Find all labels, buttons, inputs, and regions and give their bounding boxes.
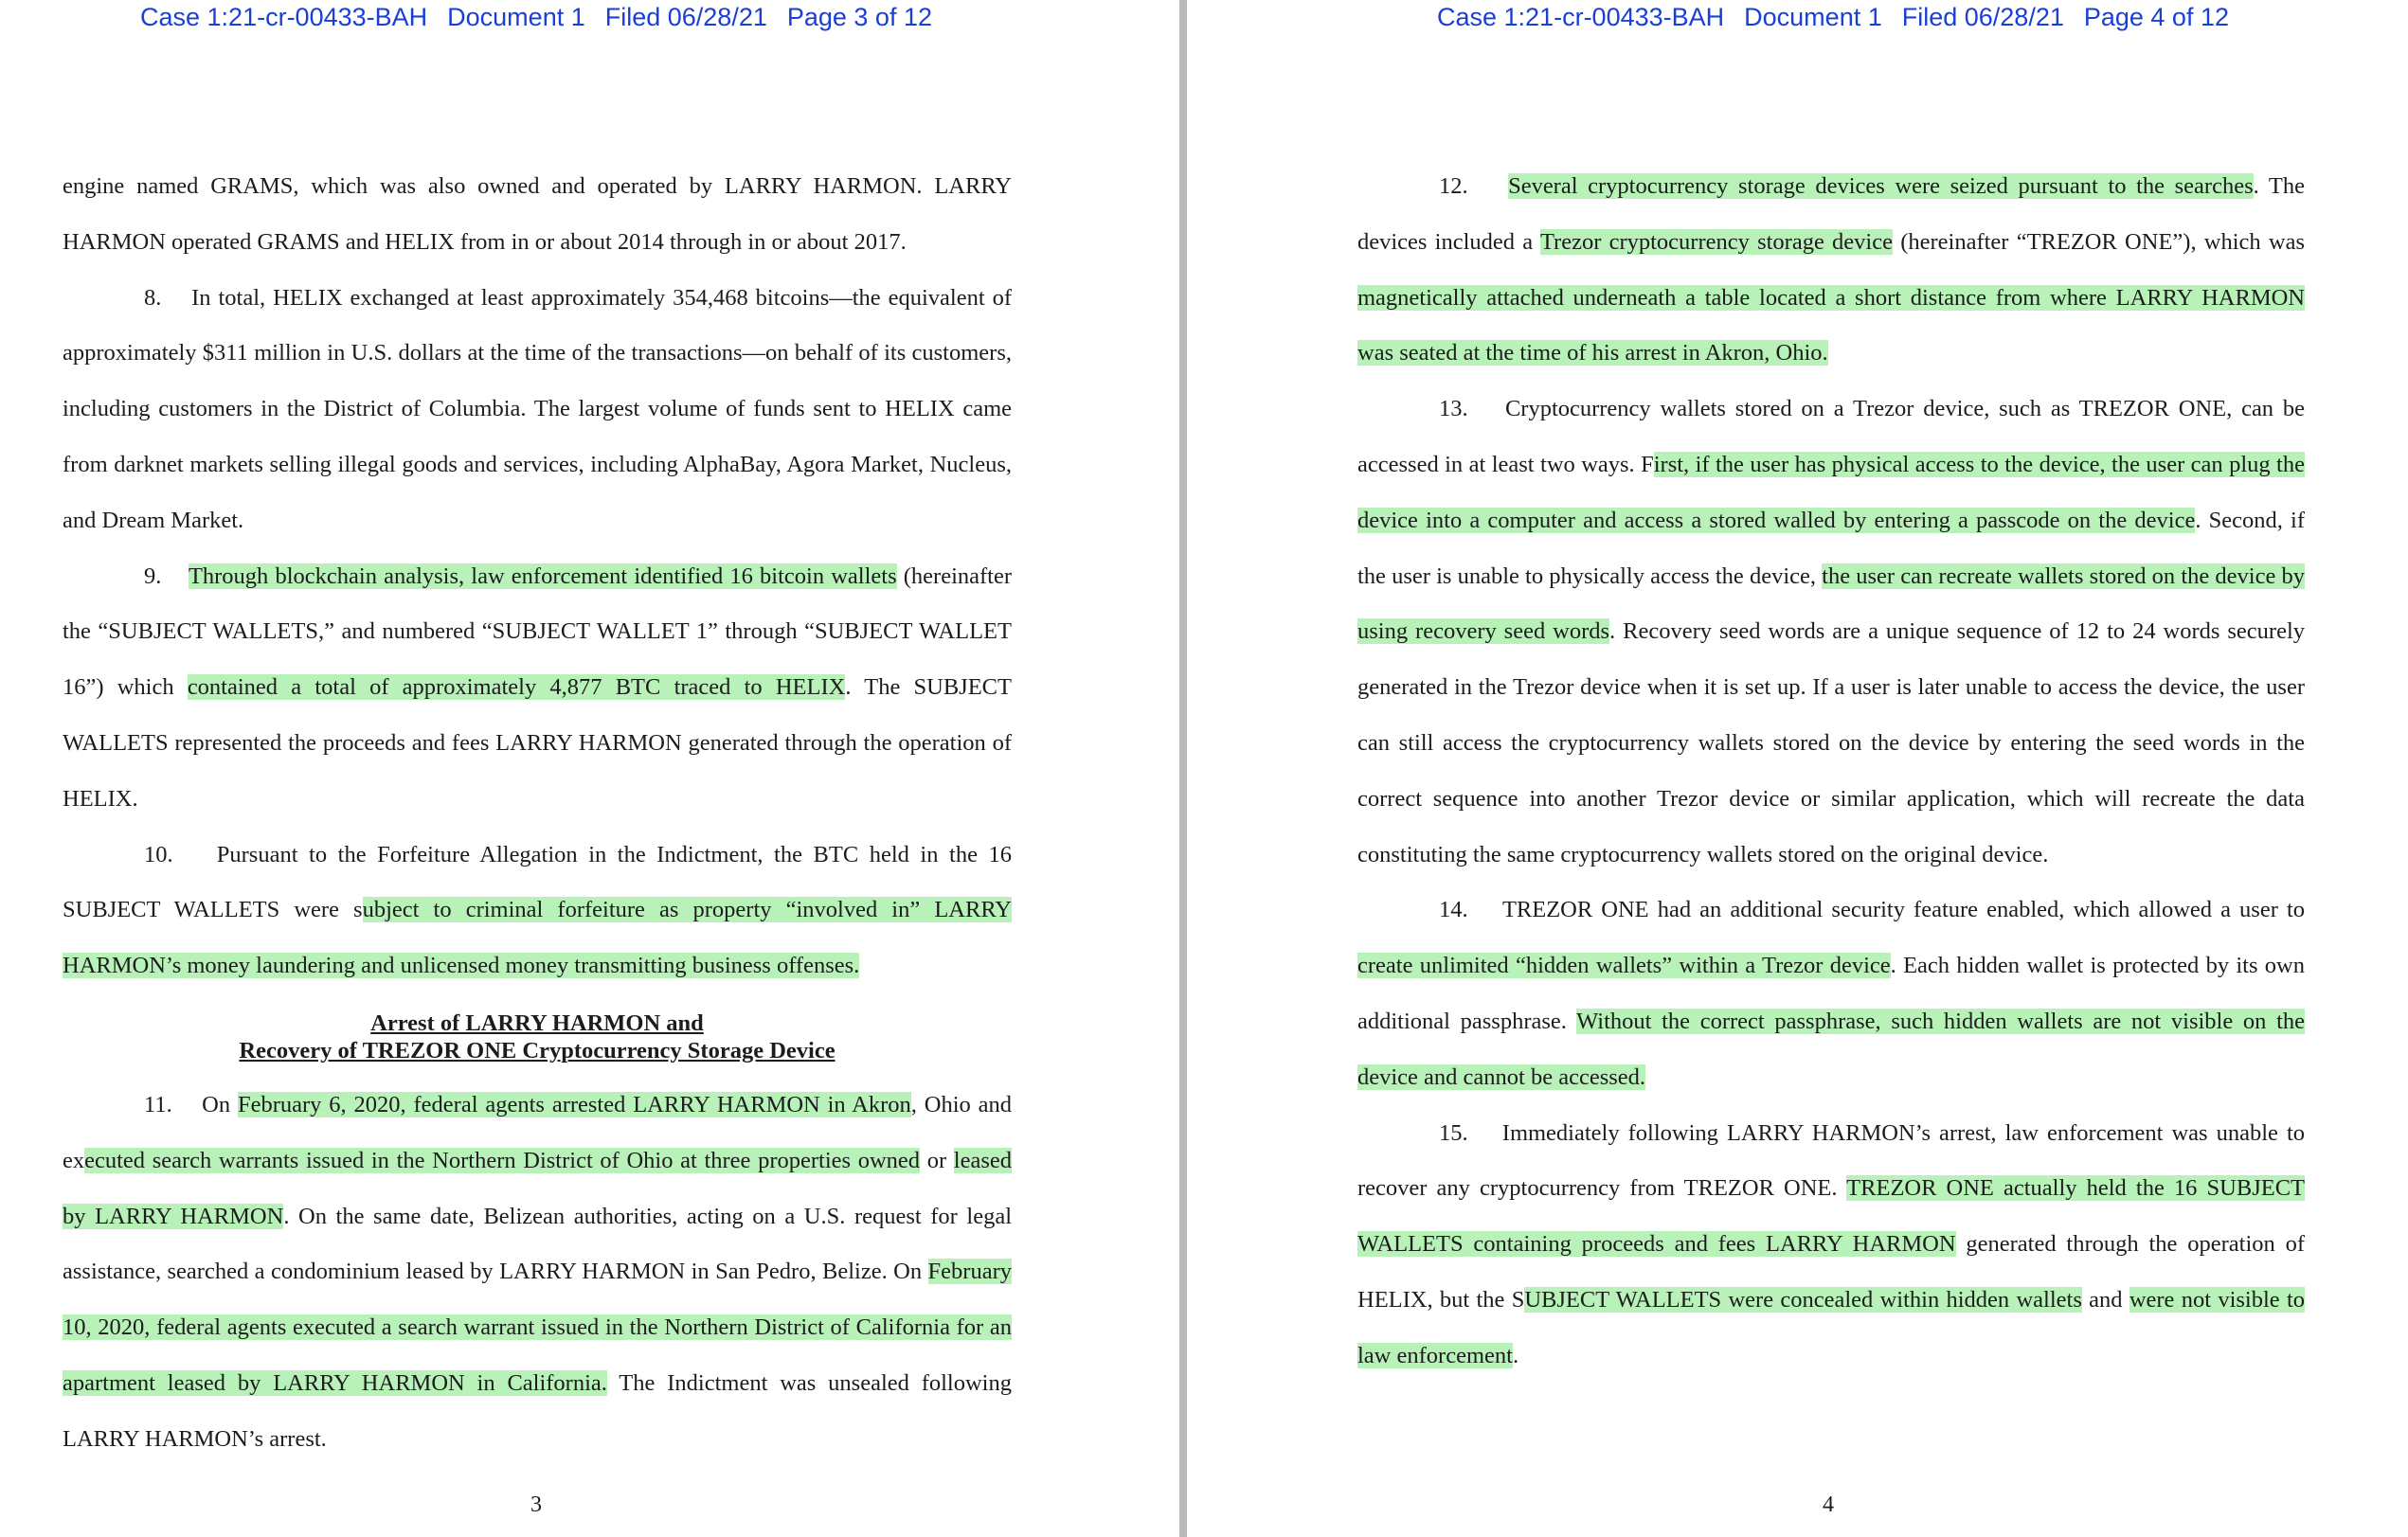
paragraph-number: 15. xyxy=(1439,1119,1468,1146)
highlighted-text: February 6, 2020, federal agents arrested LARRY HARMON in Akron xyxy=(237,1091,911,1117)
paragraph-number: 11. xyxy=(144,1091,172,1117)
section-heading xyxy=(63,994,1012,1078)
paragraph-text: . Each hidden wallet is protected by its own additional passphrase. xyxy=(1357,953,2305,1034)
highlighted-text: irst, if the user has physical access to the device, the user can plug the device into a computer and access a stored walled by entering a passcode on the device xyxy=(1357,451,2305,533)
document-number: Document 1 xyxy=(1744,3,1882,31)
paragraph-text: . The SUBJECT WALLETS represented the proceeds and fees LARRY HARMON generated through the operation of HELIX. xyxy=(63,674,1012,812)
paragraph-text: , Ohio and ex xyxy=(63,1091,1013,1173)
paragraph-number: 13. xyxy=(1439,396,1468,422)
page-number: 4 xyxy=(1823,1492,1834,1517)
paragraph-text: The Indictment was unsealed following LARRY HARMON’s arrest. xyxy=(63,1369,1012,1452)
document-page-right xyxy=(1187,0,2408,1537)
paragraph-text: (hereinafter “TREZOR ONE”), which was xyxy=(1893,228,2305,255)
paragraph-9 xyxy=(63,549,1012,828)
highlighted-text: Through blockchain analysis, law enforcement identified 16 bitcoin wallets xyxy=(188,563,897,589)
paragraph-text: . Recovery seed words are a unique sequence of 12 to 24 words securely generated in the Trezor device when it is set up. If a user is later unable to access the device, the user can still access the cryptocurrency wallets stored on the device by entering the seed words in the correct sequence into another Trezor device or similar application, which will recreate the data constituting the same cryptocurrency wallets stored on the original device. xyxy=(1357,618,2305,867)
highlighted-text: Without the correct passphrase, such hidden wallets are not visible on the device and cannot be accessed. xyxy=(1357,1008,2305,1090)
filing-header xyxy=(1437,3,2249,32)
highlighted-text: February 10, 2020, federal agents executed a search warrant issued in the Northern District of California for an apartment leased by LARRY HARMON in California. xyxy=(63,1259,1012,1396)
highlighted-text: UBJECT WALLETS were concealed within hidden wallets xyxy=(1524,1286,2082,1313)
highlighted-text: the user can recreate wallets stored on the device by using recovery seed words xyxy=(1357,563,2305,645)
heading-line: Recovery of TREZOR ONE Cryptocurrency Storage Device xyxy=(239,1037,836,1063)
paragraph-8 xyxy=(63,271,1012,549)
highlighted-text: Several cryptocurrency storage devices were seized pursuant to the searches xyxy=(1508,173,2254,199)
paragraph-text: . Second, if the user is unable to physically access the device, xyxy=(1357,507,2305,589)
paragraph-number: 9. xyxy=(144,563,162,589)
paragraph-text: On xyxy=(202,1091,238,1117)
paragraph-text: or xyxy=(920,1147,954,1173)
paragraph-text: . xyxy=(1512,1342,1519,1368)
paragraph-14 xyxy=(1357,883,2305,1105)
highlighted-text: TREZOR ONE actually held the 16 SUBJECT WALLETS containing proceeds and fees LARRY HARMON xyxy=(1357,1175,2305,1258)
paragraph-text: In total, HELIX exchanged at least approximately 354,468 bitcoins—the equivalent of approximately $311 million in U.S. dollars at the time of the transactions—on behalf of its customers, including customers in the District of Columbia. The largest volume of funds sent to HELIX came from darknet markets selling illegal goods and services, including AlphaBay, Agora Market, Nucleus, and Dream Market. xyxy=(63,284,1013,533)
case-number: Case 1:21-cr-00433-BAH xyxy=(140,3,428,31)
document-page-left xyxy=(0,0,1179,1537)
document-number: Document 1 xyxy=(447,3,585,31)
page-indicator: Page 4 of 12 xyxy=(2083,3,2229,31)
paragraph-12 xyxy=(1357,159,2305,382)
paragraph-number: 12. xyxy=(1439,173,1468,199)
paragraph-11 xyxy=(63,1078,1012,1468)
filed-date: Filed 06/28/21 xyxy=(604,3,767,31)
paragraph-15 xyxy=(1357,1106,2305,1385)
highlighted-text: magnetically attached underneath a table located a short distance from where LARRY HARMON was seated at the time of his arrest in Akron, Ohio. xyxy=(1357,284,2305,366)
page-body xyxy=(63,159,1012,1468)
paragraph-number: 10. xyxy=(144,841,173,867)
paragraph-text: (hereinafter the “SUBJECT WALLETS,” and numbered “SUBJECT WALLET 1” through “SUBJECT WALLET 16”) which xyxy=(63,563,1012,701)
highlighted-text: leased by LARRY HARMON xyxy=(63,1147,1012,1229)
paragraph-13 xyxy=(1357,382,2305,883)
highlighted-text: were not visible to law enforcement xyxy=(1357,1286,2305,1368)
page-number: 3 xyxy=(530,1492,542,1517)
paragraph-text: . The devices included a xyxy=(1357,173,2306,255)
paragraph-text: Pursuant to the Forfeiture Allegation in the Indictment, the BTC held in the 16 SUBJECT WALLETS were s xyxy=(63,841,1012,923)
highlighted-text: contained a total of approximately 4,877 BTC traced to HELIX xyxy=(187,674,846,701)
heading-line: Arrest of LARRY HARMON and xyxy=(370,1010,704,1036)
paragraph-text: TREZOR ONE had an additional security feature enabled, which allowed a user to xyxy=(1501,897,2305,923)
paragraph-text: Cryptocurrency wallets stored on a Trezor device, such as TREZOR ONE, can be accessed in at least two ways. F xyxy=(1357,396,2306,477)
paragraph-text: and xyxy=(2081,1286,2129,1313)
paragraph-text: Immediately following LARRY HARMON’s arrest, law enforcement was unable to recover any cryptocurrency from TREZOR ONE. xyxy=(1357,1119,2306,1202)
paragraph-number: 14. xyxy=(1439,897,1468,923)
highlighted-text: ecuted search warrants issued in the Northern District of Ohio at three properties owned xyxy=(84,1147,921,1173)
paragraph-number: 8. xyxy=(144,284,162,311)
paragraph-7-continued: engine named GRAMS, which was also owned and operated by LARRY HARMON. LARRY HARMON operated GRAMS and HELIX from in or about 2014 through in or about 2017. xyxy=(63,173,1012,255)
page-body xyxy=(1357,159,2305,1385)
paragraph-10 xyxy=(63,828,1012,994)
page-indicator: Page 3 of 12 xyxy=(786,3,932,31)
filing-header xyxy=(140,3,952,32)
filed-date: Filed 06/28/21 xyxy=(1901,3,2064,31)
paragraph-text: . On the same date, Belizean authorities, acting on a U.S. request for legal assistance, searched a condominium leased by LARRY HARMON in San Pedro, Belize. On xyxy=(63,1203,1013,1285)
page-divider xyxy=(1179,0,1187,1537)
paragraph-text: generated through the operation of HELIX, but the S xyxy=(1357,1231,2306,1313)
case-number: Case 1:21-cr-00433-BAH xyxy=(1437,3,1725,31)
highlighted-text: Trezor cryptocurrency storage device xyxy=(1539,228,1893,255)
highlighted-text: create unlimited “hidden wallets” within a Trezor device xyxy=(1357,953,1891,979)
highlighted-text: ubject to criminal forfeiture as property “involved in” LARRY HARMON’s money laundering and unlicensed money transmitting business offenses. xyxy=(63,897,1013,979)
